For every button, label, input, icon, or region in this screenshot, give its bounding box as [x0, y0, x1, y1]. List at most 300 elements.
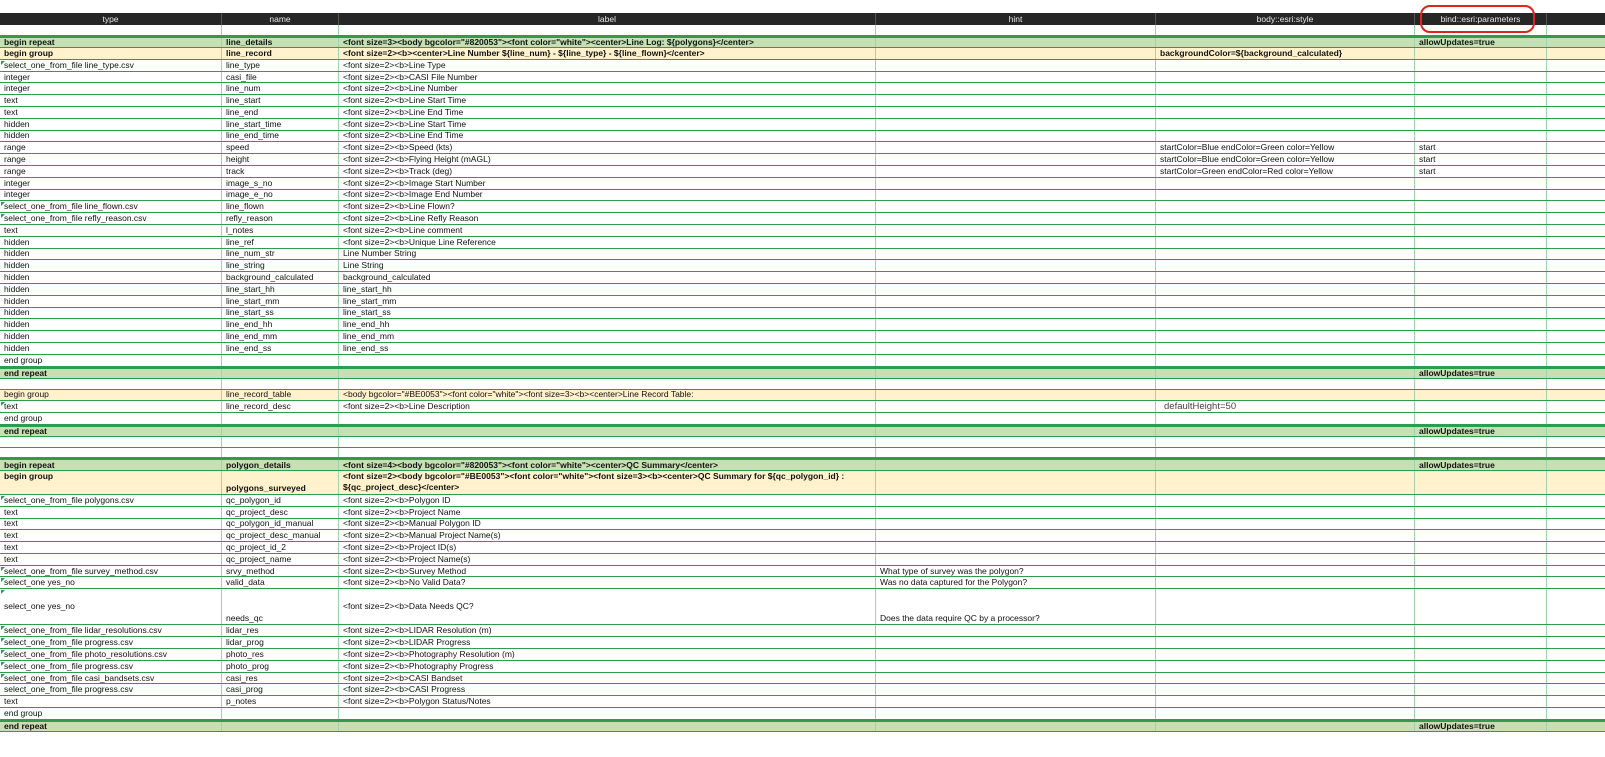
cell-type[interactable]: hidden	[0, 119, 222, 130]
cell-hint[interactable]	[876, 390, 1156, 401]
cell-hint[interactable]	[876, 401, 1156, 412]
cell-label[interactable]: <font size=2><b>Image Start Number	[339, 178, 876, 189]
cell-label[interactable]: line_start_hh	[339, 284, 876, 295]
cell-name[interactable]: line_end_ss	[222, 343, 339, 354]
cell-extra[interactable]	[1547, 471, 1605, 494]
cell-extra[interactable]	[1547, 225, 1605, 236]
cell-extra[interactable]	[1547, 131, 1605, 142]
cell-extra[interactable]	[1547, 684, 1605, 695]
cell-type[interactable]: text	[0, 696, 222, 707]
cell-hint[interactable]	[876, 331, 1156, 342]
cell-label[interactable]	[339, 427, 876, 437]
cell-hint[interactable]	[876, 554, 1156, 565]
cell-bind-esri-parameters[interactable]: allowUpdates=true	[1415, 369, 1547, 379]
cell-hint[interactable]	[876, 708, 1156, 719]
cell-hint[interactable]	[876, 460, 1156, 470]
cell-body-esri-style[interactable]: startColor=Blue endColor=Green color=Yellow	[1156, 154, 1415, 165]
cell-hint[interactable]	[876, 355, 1156, 366]
cell-extra[interactable]	[1547, 661, 1605, 672]
cell-body-esri-style[interactable]	[1156, 331, 1415, 342]
cell-body-esri-style[interactable]	[1156, 38, 1415, 48]
cell-name[interactable]: line_record_table	[222, 390, 339, 401]
cell-name[interactable]: line_start_time	[222, 119, 339, 130]
cell-body-esri-style[interactable]	[1156, 213, 1415, 224]
cell-hint[interactable]	[876, 83, 1156, 94]
cell-extra[interactable]	[1547, 530, 1605, 541]
cell-extra[interactable]	[1547, 696, 1605, 707]
cell-label[interactable]: <font size=2><b>Line Start Time	[339, 95, 876, 106]
cell-label[interactable]: <font size=2><b>Unique Line Reference	[339, 237, 876, 248]
cell-extra[interactable]	[1547, 343, 1605, 354]
cell-body-esri-style[interactable]	[1156, 589, 1415, 624]
cell-hint[interactable]	[876, 284, 1156, 295]
cell-type[interactable]: text	[0, 225, 222, 236]
cell-label[interactable]: <font size=2><b>Polygon ID	[339, 495, 876, 506]
cell-label[interactable]: <font size=2><b>Track (deg)	[339, 166, 876, 177]
cell-extra[interactable]	[1547, 460, 1605, 470]
cell-label[interactable]: <font size=3><body bgcolor="#820053"><font color="white"><center>Line Log: ${polygons}</center>	[339, 38, 876, 48]
cell-label[interactable]: <font size=2><b>Line Type	[339, 60, 876, 71]
cell-type[interactable]: select_one_from_file polygons.csv	[0, 495, 222, 506]
cell-bind-esri-parameters[interactable]	[1415, 437, 1547, 447]
cell-hint[interactable]	[876, 237, 1156, 248]
cell-type[interactable]: hidden	[0, 308, 222, 319]
cell-label[interactable]: line_start_ss	[339, 308, 876, 319]
cell-extra[interactable]	[1547, 72, 1605, 83]
cell-hint[interactable]	[876, 507, 1156, 518]
cell-extra[interactable]	[1547, 554, 1605, 565]
cell-type[interactable]: select_one_from_file casi_bandsets.csv	[0, 673, 222, 684]
cell-bind-esri-parameters[interactable]	[1415, 213, 1547, 224]
cell-extra[interactable]	[1547, 507, 1605, 518]
cell-body-esri-style[interactable]	[1156, 308, 1415, 319]
column-header-name[interactable]: name	[222, 13, 339, 25]
cell-hint[interactable]	[876, 166, 1156, 177]
cell-type[interactable]: hidden	[0, 131, 222, 142]
cell-hint[interactable]	[876, 38, 1156, 48]
cell-bind-esri-parameters[interactable]	[1415, 589, 1547, 624]
cell-name[interactable]	[222, 448, 339, 458]
cell-label[interactable]: <font size=2><body bgcolor="#BE0053"><font color="white"><font size=3><b><center>QC Summary for ${qc_polygon_id} : ${qc_project_desc}</center>	[339, 471, 876, 494]
cell-name[interactable]: qc_polygon_id	[222, 495, 339, 506]
cell-body-esri-style[interactable]	[1156, 507, 1415, 518]
cell-hint[interactable]	[876, 154, 1156, 165]
cell-hint[interactable]	[876, 649, 1156, 660]
cell-extra[interactable]	[1547, 577, 1605, 588]
cell-label[interactable]: <font size=2><b>Project Name	[339, 507, 876, 518]
cell-body-esri-style[interactable]	[1156, 566, 1415, 577]
cell-extra[interactable]	[1547, 566, 1605, 577]
cell-type[interactable]: hidden	[0, 319, 222, 330]
cell-label[interactable]: <font size=2><b>Line Start Time	[339, 119, 876, 130]
cell-bind-esri-parameters[interactable]	[1415, 413, 1547, 424]
cell-bind-esri-parameters[interactable]	[1415, 48, 1547, 59]
cell-label[interactable]	[339, 413, 876, 424]
cell-extra[interactable]	[1547, 355, 1605, 366]
cell-type[interactable]: hidden	[0, 284, 222, 295]
cell-body-esri-style[interactable]	[1156, 83, 1415, 94]
cell-body-esri-style[interactable]	[1156, 201, 1415, 212]
cell-name[interactable]: height	[222, 154, 339, 165]
cell-bind-esri-parameters[interactable]	[1415, 201, 1547, 212]
cell-bind-esri-parameters[interactable]	[1415, 319, 1547, 330]
cell-label[interactable]: <font size=2><b>Line comment	[339, 225, 876, 236]
cell-bind-esri-parameters[interactable]	[1415, 684, 1547, 695]
cell-body-esri-style[interactable]	[1156, 260, 1415, 271]
cell-name[interactable]: lidar_res	[222, 625, 339, 636]
cell-name[interactable]: track	[222, 166, 339, 177]
cell-label[interactable]	[339, 708, 876, 719]
cell-hint[interactable]	[876, 471, 1156, 494]
cell-hint[interactable]	[876, 213, 1156, 224]
cell-extra[interactable]	[1547, 237, 1605, 248]
cell-name[interactable]	[222, 427, 339, 437]
cell-name[interactable]: lidar_prog	[222, 637, 339, 648]
cell-body-esri-style[interactable]	[1156, 379, 1415, 389]
cell-type[interactable]: end repeat	[0, 427, 222, 437]
cell-hint[interactable]	[876, 119, 1156, 130]
cell-label[interactable]	[339, 369, 876, 379]
cell-type[interactable]: end repeat	[0, 369, 222, 379]
cell-label[interactable]: Line String	[339, 260, 876, 271]
cell-extra[interactable]	[1547, 369, 1605, 379]
cell-name[interactable]: valid_data	[222, 577, 339, 588]
cell-hint[interactable]	[876, 178, 1156, 189]
cell-bind-esri-parameters[interactable]	[1415, 390, 1547, 401]
cell-body-esri-style[interactable]	[1156, 427, 1415, 437]
cell-extra[interactable]	[1547, 107, 1605, 118]
cell-hint[interactable]	[876, 684, 1156, 695]
cell-bind-esri-parameters[interactable]	[1415, 401, 1547, 412]
cell-type[interactable]: end group	[0, 413, 222, 424]
cell-extra[interactable]	[1547, 119, 1605, 130]
cell-hint[interactable]	[876, 296, 1156, 307]
cell-bind-esri-parameters[interactable]: start	[1415, 166, 1547, 177]
cell-body-esri-style[interactable]	[1156, 460, 1415, 470]
cell-name[interactable]: image_s_no	[222, 178, 339, 189]
cell-bind-esri-parameters[interactable]	[1415, 331, 1547, 342]
cell-hint[interactable]	[876, 495, 1156, 506]
cell-label[interactable]: <font size=2><b>LIDAR Progress	[339, 637, 876, 648]
cell-type[interactable]: hidden	[0, 260, 222, 271]
cell-hint[interactable]	[876, 369, 1156, 379]
cell-bind-esri-parameters[interactable]: allowUpdates=true	[1415, 427, 1547, 437]
cell-hint[interactable]	[876, 722, 1156, 732]
cell-label[interactable]: background_calculated	[339, 272, 876, 283]
cell-body-esri-style[interactable]	[1156, 119, 1415, 130]
cell-bind-esri-parameters[interactable]	[1415, 507, 1547, 518]
cell-body-esri-style[interactable]	[1156, 343, 1415, 354]
cell-bind-esri-parameters[interactable]	[1415, 260, 1547, 271]
cell-hint[interactable]	[876, 343, 1156, 354]
cell-label[interactable]: line_start_mm	[339, 296, 876, 307]
cell-body-esri-style[interactable]	[1156, 178, 1415, 189]
cell-body-esri-style[interactable]	[1156, 319, 1415, 330]
cell-extra[interactable]	[1547, 390, 1605, 401]
cell-bind-esri-parameters[interactable]	[1415, 696, 1547, 707]
cell-body-esri-style[interactable]	[1156, 72, 1415, 83]
cell-bind-esri-parameters[interactable]	[1415, 519, 1547, 530]
cell-body-esri-style[interactable]	[1156, 272, 1415, 283]
cell-label[interactable]	[339, 355, 876, 366]
cell-extra[interactable]	[1547, 379, 1605, 389]
cell-bind-esri-parameters[interactable]	[1415, 249, 1547, 260]
cell-body-esri-style[interactable]	[1156, 107, 1415, 118]
cell-label[interactable]	[339, 448, 876, 458]
cell-name[interactable]: p_notes	[222, 696, 339, 707]
cell-hint[interactable]	[876, 625, 1156, 636]
cell-hint[interactable]	[876, 427, 1156, 437]
cell-body-esri-style[interactable]: defaultHeight=50	[1156, 401, 1415, 412]
cell-bind-esri-parameters[interactable]	[1415, 566, 1547, 577]
cell-hint[interactable]	[876, 696, 1156, 707]
cell-hint[interactable]	[876, 308, 1156, 319]
cell-extra[interactable]	[1547, 38, 1605, 48]
cell-hint[interactable]: What type of survey was the polygon?	[876, 566, 1156, 577]
cell-body-esri-style[interactable]: backgroundColor=${background_calculated}	[1156, 48, 1415, 59]
column-header-extra[interactable]	[1547, 13, 1605, 25]
cell-body-esri-style[interactable]	[1156, 696, 1415, 707]
cell-label[interactable]: <font size=2><b>Line End Time	[339, 107, 876, 118]
cell-label[interactable]: <font size=2><b>Project Name(s)	[339, 554, 876, 565]
cell-label[interactable]: <font size=2><b>Photography Progress	[339, 661, 876, 672]
cell-name[interactable]	[222, 437, 339, 447]
cell-extra[interactable]	[1547, 83, 1605, 94]
cell-body-esri-style[interactable]	[1156, 296, 1415, 307]
cell-type[interactable]: hidden	[0, 249, 222, 260]
cell-body-esri-style[interactable]	[1156, 284, 1415, 295]
cell-bind-esri-parameters[interactable]	[1415, 471, 1547, 494]
cell-bind-esri-parameters[interactable]	[1415, 542, 1547, 553]
cell-extra[interactable]	[1547, 308, 1605, 319]
cell-type[interactable]: select_one_from_file line_type.csv	[0, 60, 222, 71]
cell-label[interactable]: <font size=2><b>Project ID(s)	[339, 542, 876, 553]
cell-name[interactable]: line_start_ss	[222, 308, 339, 319]
cell-name[interactable]: qc_project_name	[222, 554, 339, 565]
cell-body-esri-style[interactable]	[1156, 554, 1415, 565]
cell-bind-esri-parameters[interactable]	[1415, 237, 1547, 248]
cell-body-esri-style[interactable]	[1156, 60, 1415, 71]
cell-label[interactable]: <font size=2><b>No Valid Data?	[339, 577, 876, 588]
cell-body-esri-style[interactable]	[1156, 530, 1415, 541]
cell-label[interactable]: <font size=2><b>Data Needs QC?	[339, 589, 876, 624]
cell-bind-esri-parameters[interactable]	[1415, 577, 1547, 588]
cell-hint[interactable]	[876, 95, 1156, 106]
cell-label[interactable]: <body bgcolor="#BE0053"><font color="white"><font size=3><b><center>Line Record Table:	[339, 390, 876, 401]
cell-body-esri-style[interactable]	[1156, 708, 1415, 719]
cell-bind-esri-parameters[interactable]	[1415, 178, 1547, 189]
cell-hint[interactable]: Was no data captured for the Polygon?	[876, 577, 1156, 588]
cell-name[interactable]: qc_project_desc	[222, 507, 339, 518]
column-header-body-esri-style[interactable]: body::esri:style	[1156, 13, 1415, 25]
cell-hint[interactable]	[876, 413, 1156, 424]
cell-label[interactable]: <font size=2><b>CASI Progress	[339, 684, 876, 695]
cell-extra[interactable]	[1547, 284, 1605, 295]
cell-bind-esri-parameters[interactable]	[1415, 190, 1547, 201]
cell-body-esri-style[interactable]	[1156, 684, 1415, 695]
cell-body-esri-style[interactable]	[1156, 131, 1415, 142]
cell-name[interactable]: line_record	[222, 48, 339, 59]
cell-bind-esri-parameters[interactable]	[1415, 355, 1547, 366]
cell-bind-esri-parameters[interactable]	[1415, 83, 1547, 94]
cell-name[interactable]: line_start	[222, 95, 339, 106]
cell-body-esri-style[interactable]	[1156, 673, 1415, 684]
cell-hint[interactable]	[876, 379, 1156, 389]
cell-extra[interactable]	[1547, 673, 1605, 684]
cell-hint[interactable]	[876, 448, 1156, 458]
cell-extra[interactable]	[1547, 25, 1605, 35]
cell-body-esri-style[interactable]	[1156, 355, 1415, 366]
cell-type[interactable]: select_one_from_file line_flown.csv	[0, 201, 222, 212]
cell-extra[interactable]	[1547, 519, 1605, 530]
cell-name[interactable]	[222, 708, 339, 719]
cell-body-esri-style[interactable]	[1156, 637, 1415, 648]
cell-type[interactable]: select_one_from_file progress.csv	[0, 661, 222, 672]
cell-type[interactable]: begin group	[0, 48, 222, 59]
cell-bind-esri-parameters[interactable]	[1415, 637, 1547, 648]
cell-name[interactable]: qc_polygon_id_manual	[222, 519, 339, 530]
column-header-label[interactable]: label	[339, 13, 876, 25]
cell-hint[interactable]	[876, 542, 1156, 553]
cell-type[interactable]: text	[0, 530, 222, 541]
cell-extra[interactable]	[1547, 95, 1605, 106]
cell-label[interactable]	[339, 722, 876, 732]
cell-hint[interactable]	[876, 437, 1156, 447]
cell-type[interactable]: select_one yes_no	[0, 577, 222, 588]
cell-body-esri-style[interactable]	[1156, 237, 1415, 248]
cell-name[interactable]: line_ref	[222, 237, 339, 248]
cell-bind-esri-parameters[interactable]	[1415, 343, 1547, 354]
cell-bind-esri-parameters[interactable]	[1415, 554, 1547, 565]
cell-type[interactable]: select_one_from_file progress.csv	[0, 637, 222, 648]
cell-bind-esri-parameters[interactable]: allowUpdates=true	[1415, 722, 1547, 732]
cell-name[interactable]	[222, 355, 339, 366]
cell-type[interactable]: select_one_from_file progress.csv	[0, 684, 222, 695]
cell-type[interactable]: select_one yes_no	[0, 589, 222, 624]
cell-hint[interactable]	[876, 661, 1156, 672]
cell-bind-esri-parameters[interactable]	[1415, 131, 1547, 142]
cell-type[interactable]	[0, 379, 222, 389]
cell-name[interactable]: image_e_no	[222, 190, 339, 201]
cell-bind-esri-parameters[interactable]	[1415, 708, 1547, 719]
cell-bind-esri-parameters[interactable]	[1415, 225, 1547, 236]
cell-label[interactable]: <font size=2><b>CASI Bandset	[339, 673, 876, 684]
cell-type[interactable]: integer	[0, 72, 222, 83]
cell-hint[interactable]	[876, 201, 1156, 212]
cell-hint[interactable]	[876, 107, 1156, 118]
cell-extra[interactable]	[1547, 437, 1605, 447]
cell-name[interactable]: polygons_surveyed	[222, 471, 339, 494]
cell-label[interactable]: line_end_hh	[339, 319, 876, 330]
cell-hint[interactable]	[876, 673, 1156, 684]
cell-bind-esri-parameters[interactable]	[1415, 296, 1547, 307]
cell-type[interactable]: end group	[0, 708, 222, 719]
cell-extra[interactable]	[1547, 625, 1605, 636]
cell-bind-esri-parameters[interactable]	[1415, 72, 1547, 83]
cell-bind-esri-parameters[interactable]	[1415, 625, 1547, 636]
cell-label[interactable]: <font size=2><b>Line Description	[339, 401, 876, 412]
cell-bind-esri-parameters[interactable]	[1415, 530, 1547, 541]
cell-label[interactable]	[339, 437, 876, 447]
cell-extra[interactable]	[1547, 722, 1605, 732]
cell-body-esri-style[interactable]: startColor=Green endColor=Red color=Yellow	[1156, 166, 1415, 177]
cell-extra[interactable]	[1547, 178, 1605, 189]
cell-hint[interactable]	[876, 249, 1156, 260]
cell-name[interactable]: srvy_method	[222, 566, 339, 577]
cell-bind-esri-parameters[interactable]: allowUpdates=true	[1415, 38, 1547, 48]
cell-extra[interactable]	[1547, 319, 1605, 330]
cell-bind-esri-parameters[interactable]	[1415, 661, 1547, 672]
cell-body-esri-style[interactable]	[1156, 369, 1415, 379]
cell-body-esri-style[interactable]	[1156, 448, 1415, 458]
cell-type[interactable]: select_one_from_file photo_resolutions.csv	[0, 649, 222, 660]
cell-type[interactable]: begin repeat	[0, 460, 222, 470]
cell-bind-esri-parameters[interactable]: start	[1415, 142, 1547, 153]
cell-name[interactable]: line_start_mm	[222, 296, 339, 307]
cell-hint[interactable]	[876, 519, 1156, 530]
cell-name[interactable]: l_notes	[222, 225, 339, 236]
cell-extra[interactable]	[1547, 401, 1605, 412]
cell-hint[interactable]	[876, 190, 1156, 201]
cell-extra[interactable]	[1547, 260, 1605, 271]
cell-type[interactable]: text	[0, 554, 222, 565]
cell-bind-esri-parameters[interactable]	[1415, 284, 1547, 295]
cell-body-esri-style[interactable]	[1156, 722, 1415, 732]
cell-bind-esri-parameters[interactable]	[1415, 95, 1547, 106]
cell-label[interactable]: <font size=2><b>Photography Resolution (m)	[339, 649, 876, 660]
cell-extra[interactable]	[1547, 331, 1605, 342]
cell-bind-esri-parameters[interactable]	[1415, 448, 1547, 458]
cell-type[interactable]: range	[0, 166, 222, 177]
cell-extra[interactable]	[1547, 427, 1605, 437]
cell-label[interactable]: <font size=2><b>Image End Number	[339, 190, 876, 201]
cell-body-esri-style[interactable]	[1156, 437, 1415, 447]
cell-type[interactable]	[0, 437, 222, 447]
cell-type[interactable]: text	[0, 401, 222, 412]
cell-name[interactable]: line_num_str	[222, 249, 339, 260]
cell-hint[interactable]: Does the data require QC by a processor?	[876, 589, 1156, 624]
cell-label[interactable]: <font size=2><b>LIDAR Resolution (m)	[339, 625, 876, 636]
cell-extra[interactable]	[1547, 166, 1605, 177]
cell-hint[interactable]	[876, 72, 1156, 83]
cell-name[interactable]: qc_project_desc_manual	[222, 530, 339, 541]
cell-body-esri-style[interactable]	[1156, 577, 1415, 588]
cell-extra[interactable]	[1547, 649, 1605, 660]
cell-bind-esri-parameters[interactable]	[1415, 308, 1547, 319]
cell-hint[interactable]	[876, 48, 1156, 59]
cell-name[interactable]	[222, 722, 339, 732]
cell-bind-esri-parameters[interactable]	[1415, 649, 1547, 660]
cell-name[interactable]: line_type	[222, 60, 339, 71]
cell-name[interactable]: line_num	[222, 83, 339, 94]
cell-body-esri-style[interactable]	[1156, 190, 1415, 201]
cell-label[interactable]: <font size=2><b>Survey Method	[339, 566, 876, 577]
cell-hint[interactable]	[876, 225, 1156, 236]
cell-label[interactable]: <font size=2><b>Speed (kts)	[339, 142, 876, 153]
cell-name[interactable]: refly_reason	[222, 213, 339, 224]
cell-type[interactable]: integer	[0, 178, 222, 189]
cell-name[interactable]: casi_res	[222, 673, 339, 684]
cell-name[interactable]: needs_qc	[222, 589, 339, 624]
cell-type[interactable]: hidden	[0, 331, 222, 342]
cell-label[interactable]: <font size=2><b>Line Number	[339, 83, 876, 94]
cell-name[interactable]	[222, 369, 339, 379]
cell-type[interactable]: hidden	[0, 343, 222, 354]
cell-type[interactable]: text	[0, 95, 222, 106]
cell-type[interactable]: hidden	[0, 237, 222, 248]
cell-label[interactable]: <font size=2><b>Line End Time	[339, 131, 876, 142]
cell-extra[interactable]	[1547, 272, 1605, 283]
